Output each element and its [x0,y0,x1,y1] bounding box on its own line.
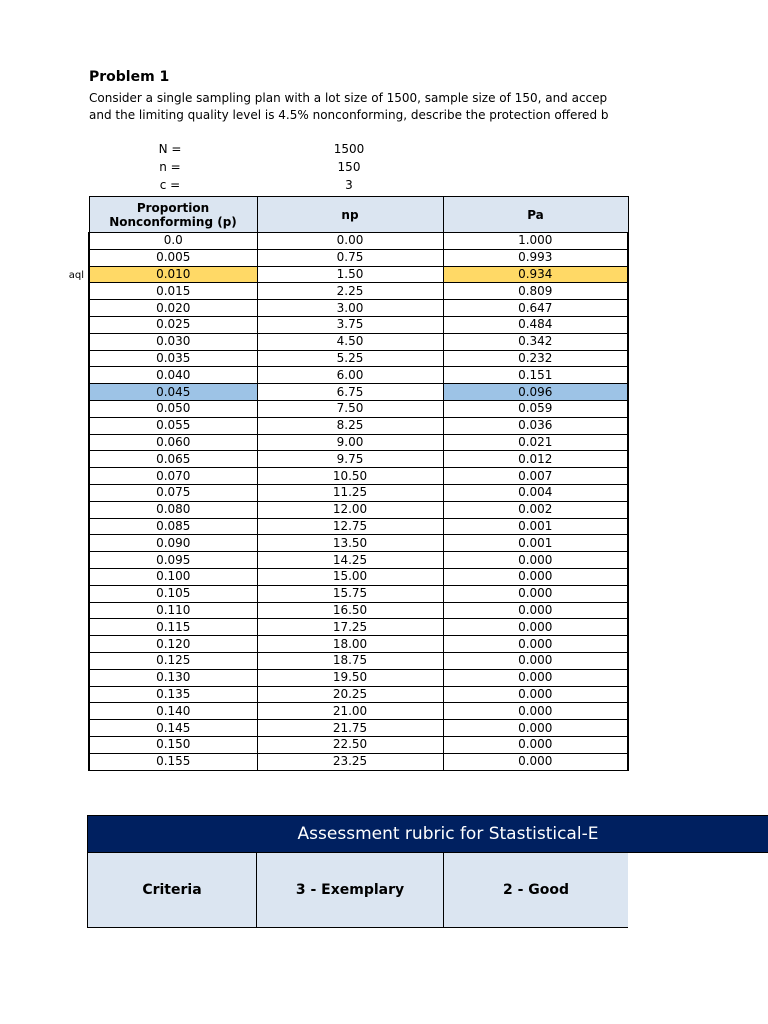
cell-pa: 0.001 [443,518,628,535]
cell-proportion: 0.120 [89,636,257,653]
cell-proportion: 0.045 [89,384,257,401]
cell-pa: 0.000 [443,652,628,669]
table-row [89,753,628,770]
cell-proportion: 0.050 [89,400,257,417]
acceptance-number-label: c = [159,178,181,192]
cell-proportion: 0.085 [89,518,257,535]
table-row [89,518,628,535]
cell-proportion: 0.095 [89,552,257,569]
cell-proportion: 0.100 [89,568,257,585]
cell-pa: 0.151 [443,367,628,384]
cell-np: 6.00 [257,367,443,384]
cell-np: 6.75 [257,384,443,401]
cell-proportion: 0.155 [89,753,257,770]
cell-proportion: 0.135 [89,686,257,703]
cell-pa: 0.000 [443,636,628,653]
rubric-good-header: 2 - Good [502,882,570,898]
cell-np: 0.00 [257,233,443,250]
table-row [89,703,628,720]
oc-table-body [89,233,628,771]
aql-row-marker: aql [68,270,84,281]
cell-np: 0.75 [257,249,443,266]
table-row [89,384,628,401]
problem-description-line-2: and the limiting quality level is 4.5% nonconforming, describe the protection offered b [89,108,609,122]
cell-pa: 0.000 [443,619,628,636]
cell-np: 13.50 [257,535,443,552]
table-row [89,417,628,434]
table-row [89,484,628,501]
cell-np: 16.50 [257,602,443,619]
assessment-rubric [87,815,768,928]
cell-proportion: 0.030 [89,333,257,350]
table-row [89,602,628,619]
cell-proportion: 0.005 [89,249,257,266]
table-row [89,568,628,585]
cell-pa: 0.000 [443,753,628,770]
cell-np: 23.25 [257,753,443,770]
table-row [89,316,628,333]
cell-pa: 0.484 [443,316,628,333]
table-row [89,434,628,451]
cell-proportion: 0.150 [89,736,257,753]
cell-pa: 0.232 [443,350,628,367]
cell-proportion: 0.0 [89,233,257,250]
table-row [89,585,628,602]
sample-size-value: 150 [337,160,361,174]
cell-proportion: 0.105 [89,585,257,602]
cell-pa: 0.021 [443,434,628,451]
cell-np: 8.25 [257,417,443,434]
cell-proportion: 0.145 [89,720,257,737]
table-row [89,686,628,703]
table-row [89,266,628,283]
cell-proportion: 0.110 [89,602,257,619]
table-row [89,283,628,300]
cell-pa: 0.000 [443,703,628,720]
cell-proportion: 0.065 [89,451,257,468]
cell-np: 5.25 [257,350,443,367]
cell-pa: 0.934 [443,266,628,283]
cell-np: 2.25 [257,283,443,300]
table-row [89,367,628,384]
cell-np: 4.50 [257,333,443,350]
cell-np: 15.75 [257,585,443,602]
cell-pa: 0.059 [443,400,628,417]
table-row [89,350,628,367]
cell-pa: 1.000 [443,233,628,250]
table-row [89,669,628,686]
rubric-exemplary-header: 3 - Exemplary [257,853,444,927]
cell-pa: 0.000 [443,686,628,703]
table-row [89,552,628,569]
header-np: np [257,197,443,233]
cell-np: 11.25 [257,484,443,501]
problem-title: Problem 1 [89,69,170,85]
table-row [89,501,628,518]
cell-proportion: 0.015 [89,283,257,300]
cell-np: 9.75 [257,451,443,468]
cell-proportion: 0.020 [89,300,257,317]
cell-proportion: 0.035 [89,350,257,367]
cell-pa: 0.001 [443,535,628,552]
cell-np: 18.75 [257,652,443,669]
cell-proportion: 0.080 [89,501,257,518]
cell-pa: 0.000 [443,585,628,602]
cell-proportion: 0.040 [89,367,257,384]
rubric-title: Assessment rubric for Stastistical-E [87,815,768,853]
cell-np: 12.75 [257,518,443,535]
cell-pa: 0.000 [443,720,628,737]
acceptance-number-value: 3 [345,178,353,192]
problem-description-line-1: Consider a single sampling plan with a lot size of 1500, sample size of 150, and accep [89,91,608,105]
cell-pa: 0.000 [443,552,628,569]
table-row [89,720,628,737]
header-pa: Pa [443,197,628,233]
cell-np: 1.50 [257,266,443,283]
cell-np: 21.00 [257,703,443,720]
table-row [89,736,628,753]
cell-np: 19.50 [257,669,443,686]
cell-np: 20.25 [257,686,443,703]
cell-proportion: 0.090 [89,535,257,552]
rubric-criteria-header: Criteria [88,853,257,927]
table-row [89,300,628,317]
cell-np: 12.00 [257,501,443,518]
table-row [89,233,628,250]
cell-pa: 0.036 [443,417,628,434]
cell-pa: 0.002 [443,501,628,518]
cell-proportion: 0.140 [89,703,257,720]
cell-np: 22.50 [257,736,443,753]
cell-proportion: 0.115 [89,619,257,636]
cell-pa: 0.647 [443,300,628,317]
cell-pa: 0.000 [443,669,628,686]
table-row [89,636,628,653]
table-row [89,249,628,266]
cell-np: 14.25 [257,552,443,569]
cell-proportion: 0.125 [89,652,257,669]
table-row [89,451,628,468]
cell-pa: 0.007 [443,468,628,485]
cell-np: 10.50 [257,468,443,485]
cell-pa: 0.012 [443,451,628,468]
table-row [89,535,628,552]
sample-size-label: n = [159,160,181,174]
cell-pa: 0.809 [443,283,628,300]
cell-proportion: 0.130 [89,669,257,686]
cell-np: 18.00 [257,636,443,653]
header-p-line2: Nonconforming (p) [109,214,237,229]
lot-size-value: 1500 [333,142,365,156]
table-row [89,619,628,636]
cell-np: 17.25 [257,619,443,636]
oc-curve-table [88,196,627,771]
cell-pa: 0.000 [443,736,628,753]
cell-pa: 0.000 [443,602,628,619]
table-row [89,333,628,350]
header-p-line1: Proportion [136,200,210,215]
table-row [89,652,628,669]
cell-np: 21.75 [257,720,443,737]
header-proportion-nonconforming [89,197,257,233]
table-row [89,468,628,485]
cell-np: 15.00 [257,568,443,585]
cell-proportion: 0.025 [89,316,257,333]
cell-proportion: 0.060 [89,434,257,451]
cell-proportion: 0.010 [89,266,257,283]
cell-pa: 0.342 [443,333,628,350]
cell-np: 7.50 [257,400,443,417]
cell-proportion: 0.070 [89,468,257,485]
cell-pa: 0.004 [443,484,628,501]
cell-proportion: 0.075 [89,484,257,501]
cell-proportion: 0.055 [89,417,257,434]
cell-np: 3.00 [257,300,443,317]
table-row [89,400,628,417]
cell-pa: 0.993 [443,249,628,266]
cell-np: 9.00 [257,434,443,451]
cell-pa: 0.000 [443,568,628,585]
lot-size-label: N = [158,142,182,156]
cell-pa: 0.096 [443,384,628,401]
cell-np: 3.75 [257,316,443,333]
rubric-header-row [87,853,628,928]
